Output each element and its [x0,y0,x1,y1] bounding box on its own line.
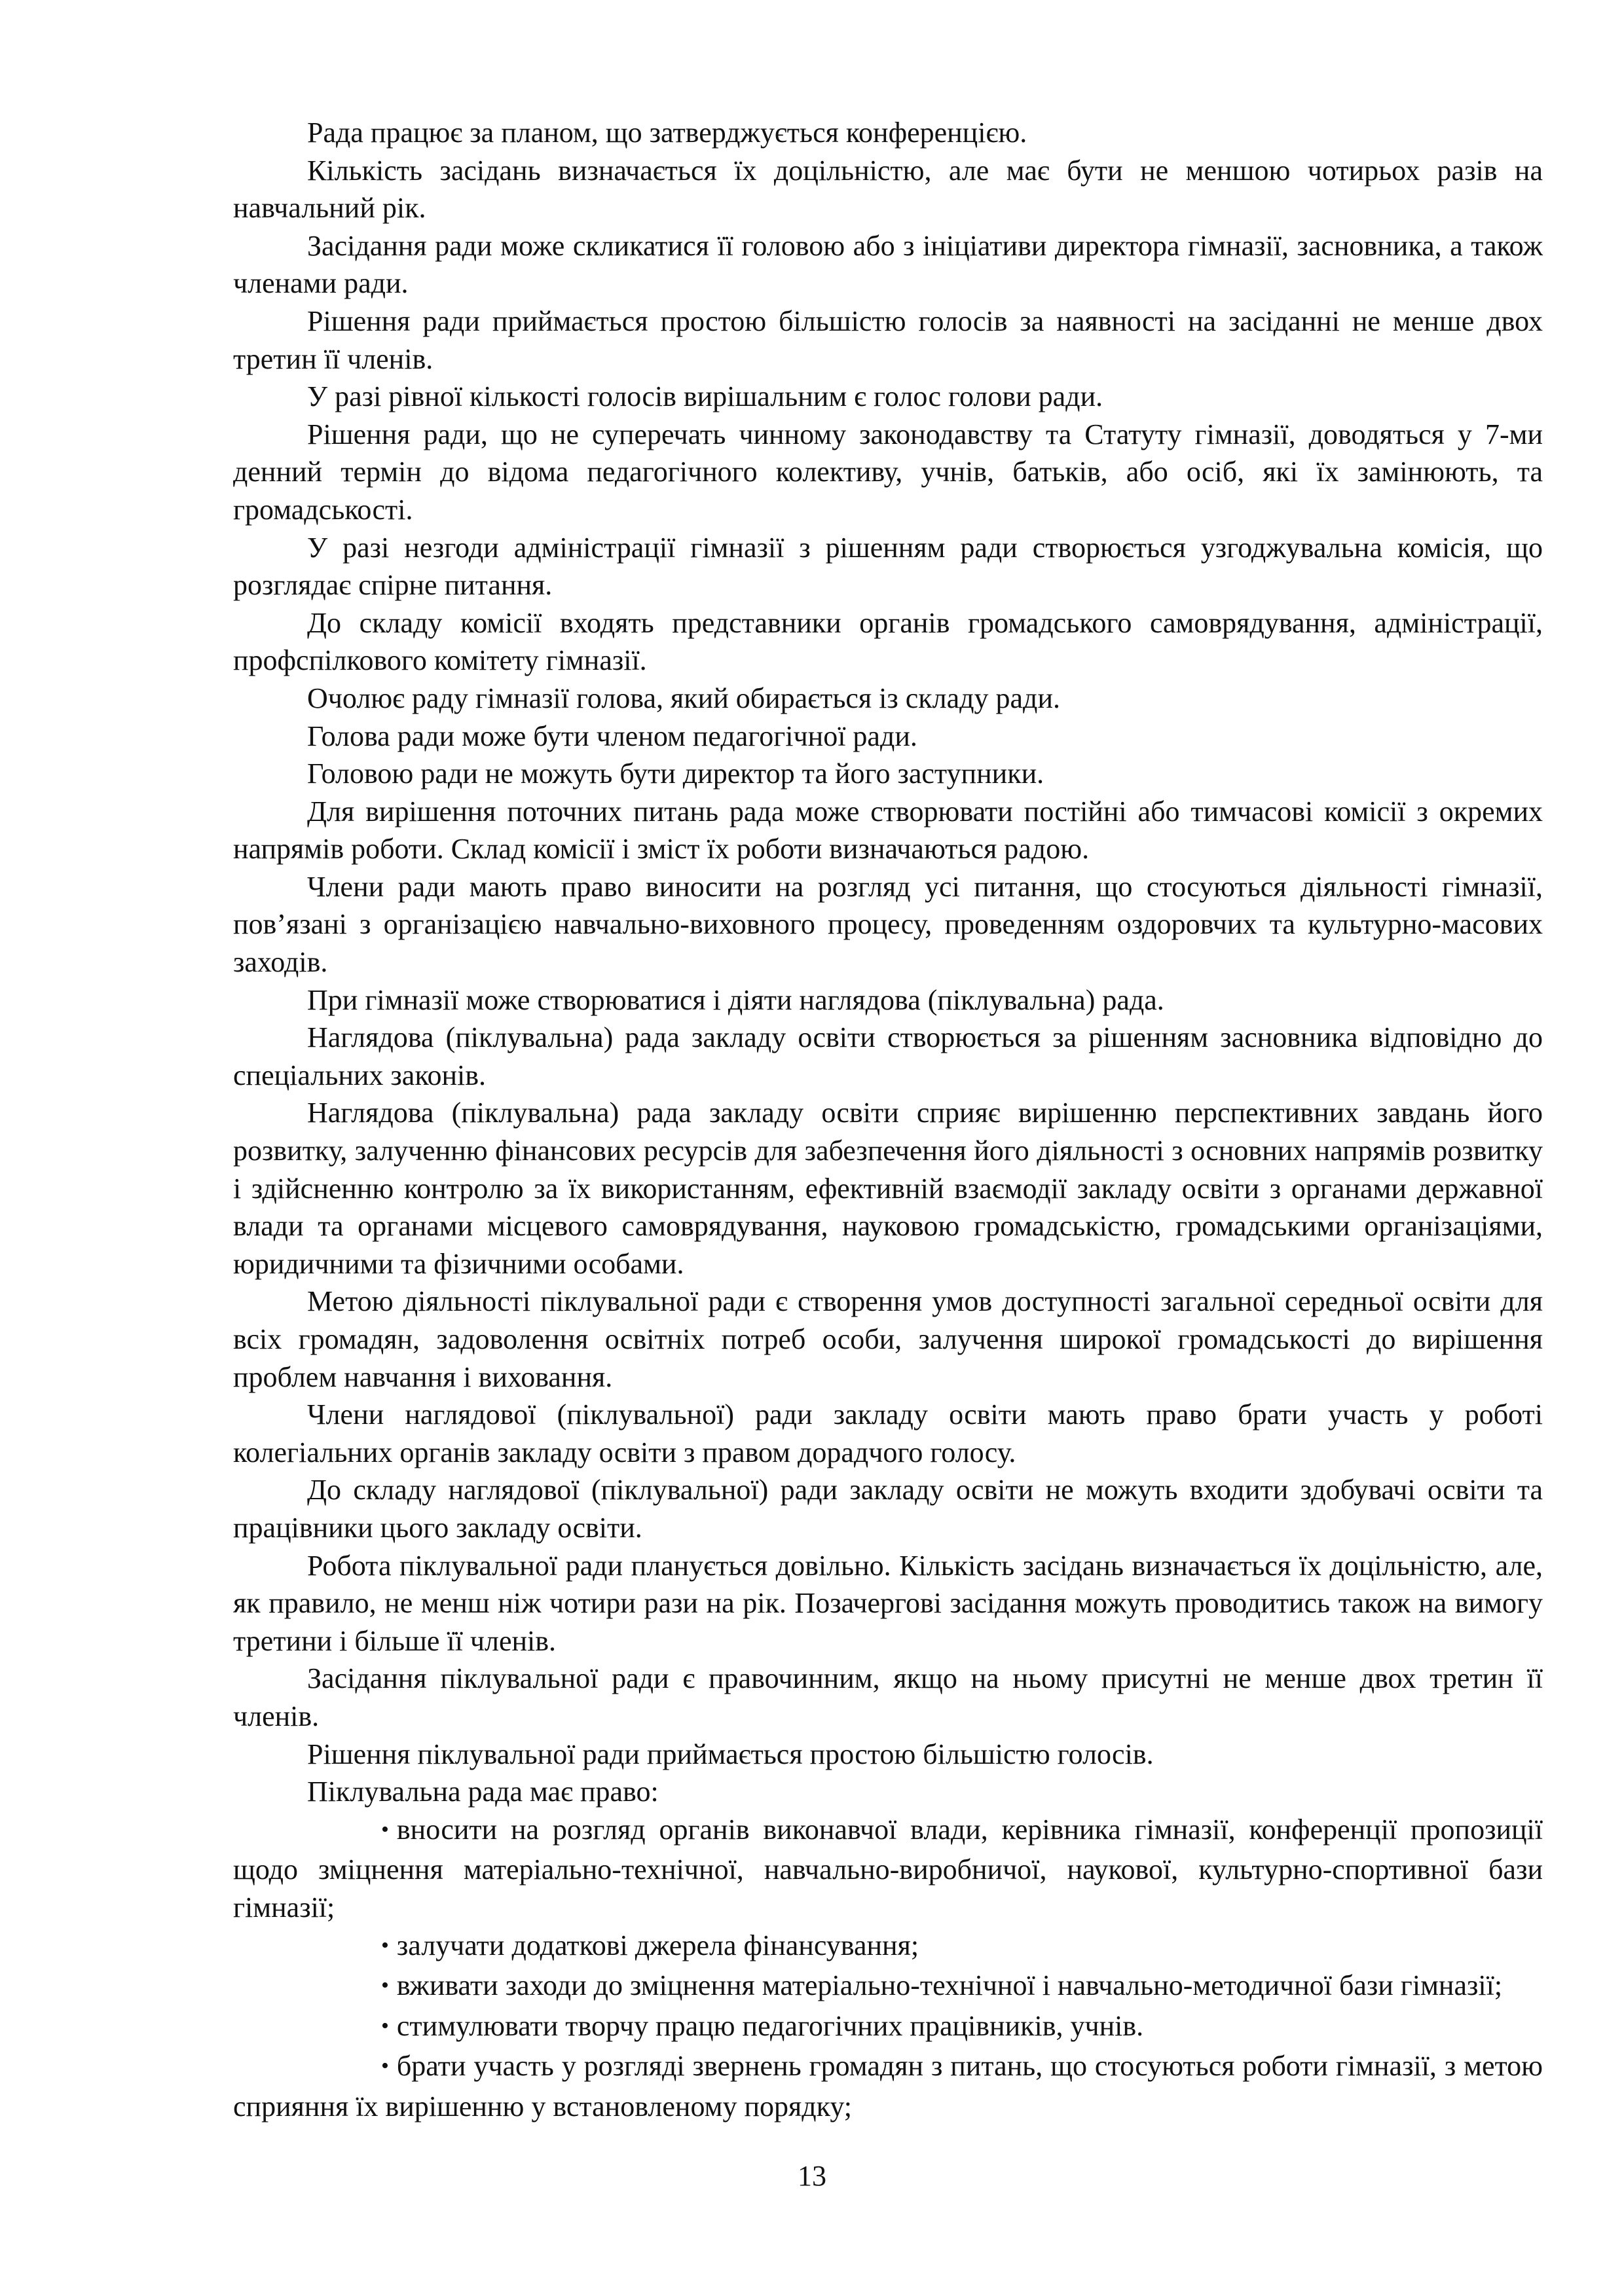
paragraph: При гімназії може створюватися і діяти наглядова (піклувальна) рада. [307,983,1164,1016]
paragraph: Голова ради може бути членом педагогічної ради. [307,720,917,752]
bullet-item [233,2047,1543,2125]
paragraph: Члени ради мають право виносити на розгляд усі питання, що стосуються діяльності гімназії, пов’язані з організацією навчально-виховного процесу, проведенням оздоровчих та культурно-масових заходів. [233,870,1543,979]
paragraph: Кількість засідань визначається їх доцільністю, але має бути не меншою чотирьох разів на навчальний рік. [233,154,1543,225]
paragraph: Засідання ради може скликатися її головою або з ініціативи директора гімназії, засновника, а також членами ради. [233,229,1543,300]
paragraph: Рішення ради приймається простою більшістю голосів за наявності на засіданні не менше двох третин її членів. [233,304,1543,375]
bullet-item [233,1967,1543,2007]
paragraph: У разі рівної кількості голосів вирішальним є голос голови ради. [307,380,1103,413]
bullet-text: вживати заходи до зміцнення матеріально-технічної і навчально-методичної бази гімназії; [396,1969,1503,2002]
bullet-item [233,1811,1543,1927]
bullet-icon: • [381,1817,389,1842]
paragraph: Члени наглядової (піклувальної) ради закладу освіти мають право брати участь у роботі колегіальних органів закладу освіти з правом дорадчого голосу. [233,1398,1543,1468]
bullet-text: вносити на розгляд органів виконавчої влади, керівника гімназії, конференції пропозиції щодо зміцнення матеріально-технічної, навчально-виробничої, наукової, культурно-спортивної бази гімназії; [233,1813,1543,1923]
bullet-text: стимулювати творчу працю педагогічних працівників, учнів. [396,2009,1144,2042]
paragraph: Робота піклувальної ради планується довільно. Кількість засідань визначається їх доцільністю, але, як правило, не менш ніж чотири рази на рік. Позачергові засідання можуть проводитись також на вимогу третини і більше її членів. [233,1549,1543,1657]
page-body [233,114,1543,2125]
bullet-icon: • [381,2054,389,2079]
paragraph: Наглядова (піклувальна) рада закладу освіти створюється за рішенням засновника відповідно до спеціальних законів. [233,1021,1543,1091]
bullet-text: залучати додаткові джерела фінансування; [396,1929,919,1961]
bullet-icon: • [381,2013,389,2038]
bullet-item [233,2007,1543,2048]
paragraph: У разі незгоди адміністрації гімназії з рішенням ради створюється узгоджувальна комісія, що розглядає спірне питання. [233,531,1543,602]
paragraph: Метою діяльності піклувальної ради є створення умов доступності загальної середньої освіти для всіх громадян, задоволення освітніх потреб особи, залучення широкої громадськості до вирішення проблем навчання і виховання. [233,1285,1543,1393]
paragraph: Рішення піклувальної ради приймається простою більшістю голосів. [307,1738,1154,1770]
paragraph: Очолює раду гімназії голова, який обирається із складу ради. [307,682,1060,714]
paragraph: Наглядова (піклувальна) рада закладу освіти сприяє вирішенню перспективних завдань його розвитку, залученню фінансових ресурсів для забезпечення його діяльності з основних напрямів розвитку і здійсненню контролю за їх використанням, ефективній взаємодії закладу освіти з органами державної влади та органами місцевого самоврядування, науковою громадськістю, громадськими організаціями, юридичними та фізичними особами. [233,1097,1543,1280]
paragraph: Головою ради не можуть бути директор та його заступники. [307,757,1044,790]
bullet-icon: • [381,1973,389,1998]
paragraph: Для вирішення поточних питань рада може створювати постійні або тимчасові комісії з окремих напрямів роботи. Склад комісії і зміст їх роботи визначаються радою. [233,795,1543,866]
bullet-icon: • [381,1933,389,1958]
paragraph: Рада працює за планом, що затверджується конференцією. [307,117,1027,149]
paragraph: Рішення ради, що не суперечать чинному законодавству та Статуту гімназії, доводяться у 7-ми денний термін до відома педагогічного колективу, учнів, батьків, або осіб, які їх замінюють, та громадськості. [233,418,1543,526]
paragraph: До складу наглядової (піклувальної) ради закладу освіти не можуть входити здобувачі освіти та працівники цього закладу освіти. [233,1474,1543,1544]
page-number: 13 [798,2160,826,2192]
paragraph: До складу комісії входять представники органів громадського самоврядування, адміністрації, профспілкового комітету гімназії. [233,606,1543,677]
bullet-item [233,1927,1543,1967]
paragraph: Засідання піклувальної ради є правочинним, якщо на ньому присутні не менше двох третин її членів. [233,1662,1543,1732]
bullet-text: брати участь у розгляді звернень громадян з питань, що стосуються роботи гімназії, з метою сприяння їх вирішенню у встановленому порядку; [233,2050,1543,2123]
paragraph: Піклувальна рада має право: [307,1776,659,1808]
